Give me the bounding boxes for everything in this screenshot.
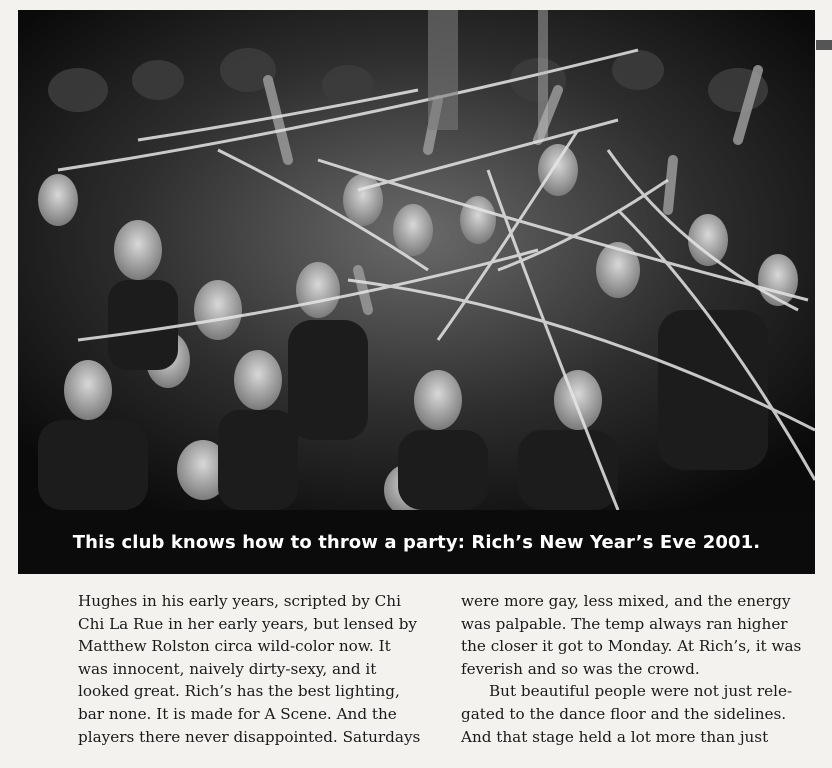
crowd-photo-illustration bbox=[18, 10, 815, 510]
text-line: Chi La Rue in her early years, but lensed by bbox=[78, 614, 418, 633]
paragraph-left bbox=[78, 590, 438, 748]
text-line: was palpable. The temp always ran higher bbox=[461, 614, 788, 633]
photo-caption: This club knows how to throw a party: Rich’s New Year’s Eve 2001. bbox=[72, 531, 761, 553]
text-line: was innocent, naively dirty-sexy, and it bbox=[78, 659, 377, 678]
photo-caption-bar bbox=[18, 510, 815, 574]
text-line: But beautiful people were not just rele- bbox=[489, 682, 793, 701]
text-line: feverish and so was the crowd. bbox=[461, 659, 700, 678]
text-line: bar none. It is made for A Scene. And the bbox=[78, 704, 397, 723]
text-line: were more gay, less mixed, and the energy bbox=[461, 592, 791, 610]
crowd-photo bbox=[18, 10, 815, 510]
text-line: gated to the dance floor and the sidelines. bbox=[461, 704, 787, 723]
paragraph-right-2 bbox=[461, 680, 821, 748]
text-line: And that stage held a lot more than just bbox=[461, 727, 769, 746]
paragraph-right-1 bbox=[461, 590, 821, 680]
text-line: the closer it got to Monday. At Rich’s, it was bbox=[461, 637, 802, 656]
text-line: Matthew Rolston circa wild-color now. It bbox=[78, 637, 391, 656]
text-line: Hughes in his early years, scripted by Chi bbox=[78, 592, 401, 610]
body-column-left bbox=[78, 590, 438, 748]
photo-frame bbox=[18, 10, 815, 574]
page-edge-tab bbox=[816, 40, 832, 50]
text-line: players there never disappointed. Saturdays bbox=[78, 727, 421, 746]
text-line: looked great. Rich’s has the best lighting, bbox=[78, 682, 400, 701]
body-column-right bbox=[461, 590, 821, 748]
